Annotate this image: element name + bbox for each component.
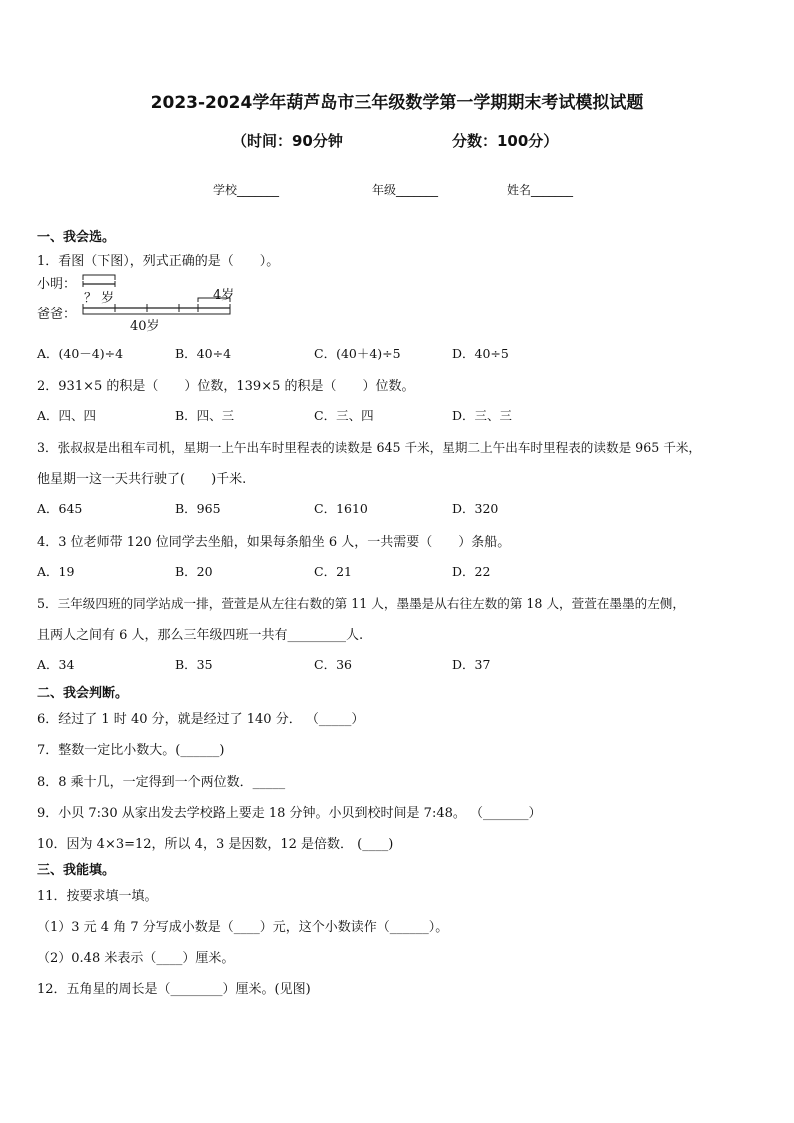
q5-option-a: A．34 [37, 657, 75, 672]
question-11-part1: （1）3 元 4 角 7 分写成小数是（____）元，这个小数读作（______）。 [37, 920, 449, 935]
name-field: 姓名_______ [507, 183, 574, 197]
question-10: 10．因为 4×3=12，所以 4，3 是因数，12 是倍数． (____) [37, 837, 394, 852]
q5-option-d: D．37 [452, 657, 491, 672]
diagram-unknown-age: ？ 岁 [84, 291, 115, 306]
exam-score: 分数：100分） [452, 132, 559, 150]
question-7: 7．整数一定比小数大。(______) [37, 743, 225, 758]
question-11: 11．按要求填一填。 [37, 889, 158, 904]
q2-option-c: C．三、四 [314, 408, 374, 423]
question-3-line1: 3．张叔叔是出租车司机，星期一上午出车时里程表的读数是 645 千米，星期二上午出车时里程表的读数是 965 千米， [37, 440, 702, 455]
q2-option-a: A．四、四 [37, 408, 97, 423]
q4-option-d: D．22 [452, 564, 491, 579]
diagram-total: 40岁 [130, 319, 160, 334]
diagram-difference: 4岁 [213, 288, 235, 303]
question-5-line2: 且两人之间有 6 人，那么三年级四班一共有_________人. [37, 628, 364, 643]
section-heading-fill: 三、我能填。 [37, 863, 116, 878]
question-9: 9．小贝 7:30 从家出发去学校路上要走 18 分钟。小贝到校时间是 7:48。 （_______） [37, 806, 542, 821]
diagram-label-xiaoming: 小明： [37, 277, 77, 292]
question-2: 2．931×5 的积是（ ）位数，139×5 的积是（ ）位数。 [37, 379, 415, 394]
grade-field: 年级_______ [372, 183, 439, 197]
q5-option-c: C．36 [314, 657, 352, 672]
page-title: 2023-2024学年葫芦岛市三年级数学第一学期期末考试模拟试题 [150, 93, 644, 113]
question-4: 4．3 位老师带 120 位同学去坐船，如果每条船坐 6 人，一共需要（ ）条船。 [37, 535, 511, 550]
question-3-line2: 他星期一这一天共行驶了( )千米. [37, 472, 247, 487]
q4-option-c: C．21 [314, 564, 352, 579]
q3-option-b: B．965 [175, 501, 221, 516]
question-8: 8．8 乘十几，一定得到一个两位数．_____ [37, 775, 286, 790]
question-11-part2: （2）0.48 米表示（____）厘米。 [37, 951, 235, 966]
question-1: 1．看图（下图），列式正确的是（ ）。 [37, 254, 280, 269]
question-5-line1: 5．三年级四班的同学站成一排，萱萱是从左往右数的第 11 人，墨墨是从右往左数的第 18 人，萱萱在墨墨的左侧， [37, 596, 685, 611]
q3-option-c: C．1610 [314, 501, 368, 516]
q2-option-d: D．三、三 [452, 408, 513, 423]
exam-time: （时间：90分钟 [232, 132, 343, 150]
school-field: 学校_______ [213, 183, 280, 197]
q1-option-c: C．(40＋4)÷5 [314, 346, 401, 361]
q1-option-b: B．40÷4 [175, 346, 232, 361]
q5-option-b: B．35 [175, 657, 213, 672]
q1-option-a: A．(40－4)÷4 [37, 346, 124, 361]
q1-option-d: D．40÷5 [452, 346, 509, 361]
q3-option-a: A．645 [37, 501, 83, 516]
q2-option-b: B．四、三 [175, 408, 235, 423]
question-12: 12．五角星的周长是（________）厘米。(见图) [37, 982, 311, 997]
q3-option-d: D．320 [452, 501, 499, 516]
section-heading-choose: 一、我会选。 [37, 230, 116, 245]
question-6: 6．经过了 1 时 40 分，就是经过了 140 分． （_____） [37, 712, 365, 727]
q4-option-a: A．19 [37, 564, 75, 579]
diagram-label-baba: 爸爸： [37, 307, 77, 322]
q4-option-b: B．20 [175, 564, 213, 579]
section-heading-judge: 二、我会判断。 [37, 686, 129, 701]
